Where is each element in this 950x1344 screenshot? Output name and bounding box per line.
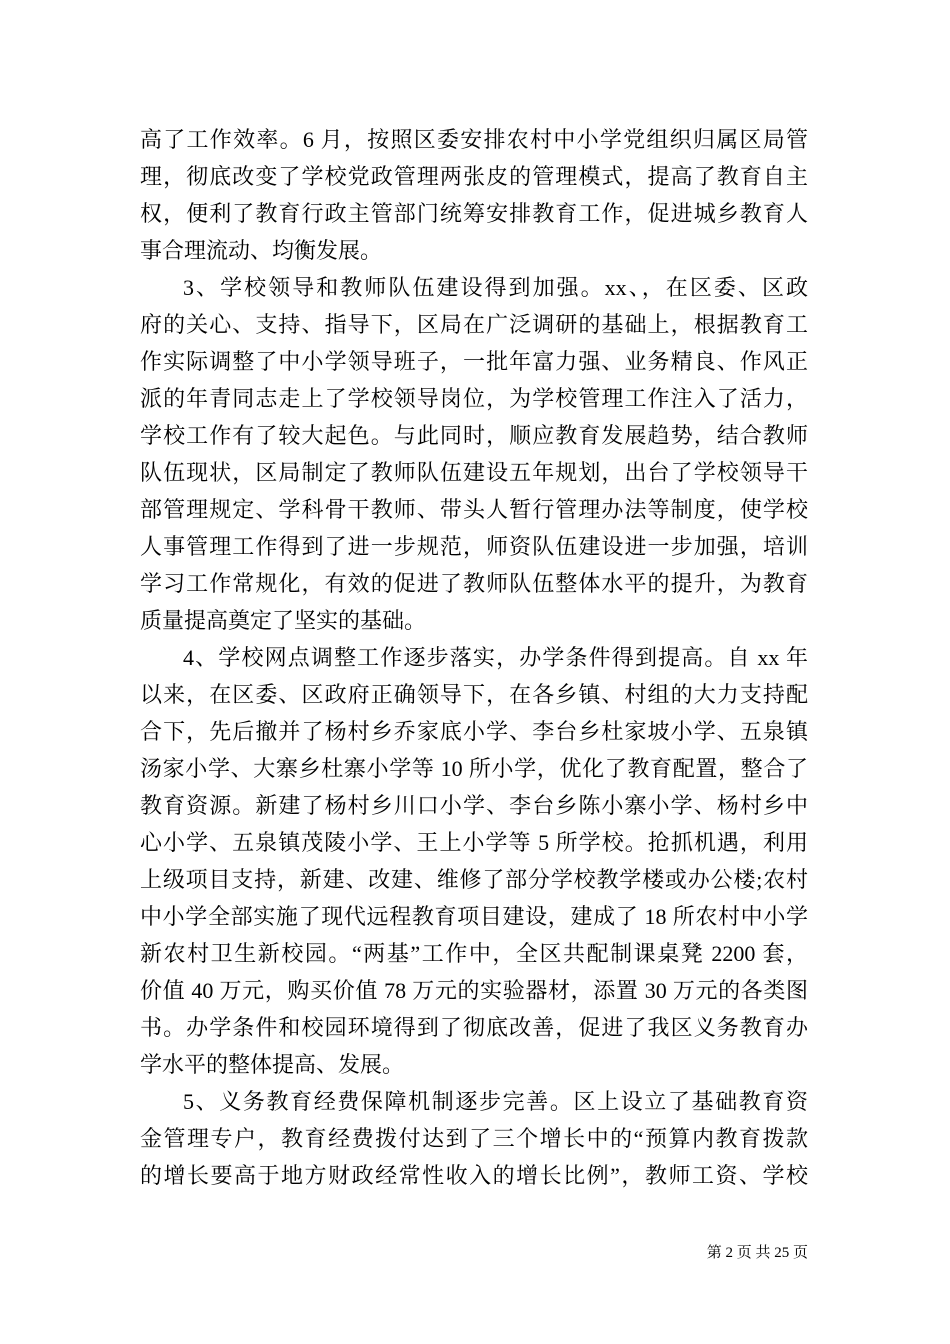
text-line: 部管理规定、学科骨干教师、带头人暂行管理办法等制度，使学校 bbox=[140, 497, 808, 522]
text-line: 汤家小学、大寨乡杜寨小学等 10 所小学，优化了教育配置，整合了 bbox=[140, 756, 808, 781]
text-line: 5、义务教育经费保障机制逐步完善。区上设立了基础教育资 bbox=[183, 1089, 808, 1114]
text-line: 书。办学条件和校园环境得到了彻底改善，促进了我区义务教育办 bbox=[140, 1015, 808, 1040]
text-line: 4、学校网点调整工作逐步落实，办学条件得到提高。自 xx 年 bbox=[183, 645, 808, 670]
document-body bbox=[140, 121, 808, 1194]
text-line: 中小学全部实施了现代远程教育项目建设，建成了 18 所农村中小学 bbox=[140, 904, 808, 929]
text-line: 权，便利了教育行政主管部门统筹安排教育工作，促进城乡教育人 bbox=[140, 201, 808, 226]
page-footer bbox=[140, 1242, 808, 1264]
paragraph bbox=[140, 639, 808, 1083]
text-line: 金管理专户，教育经费拨付达到了三个增长中的“预算内教育拨款 bbox=[140, 1126, 808, 1151]
text-line: 派的年青同志走上了学校领导岗位，为学校管理工作注入了活力， bbox=[140, 386, 808, 411]
text-line: 价值 40 万元，购买价值 78 万元的实验器材，添置 30 万元的各类图 bbox=[140, 978, 808, 1003]
text-line: 学校工作有了较大起色。与此同时，顺应教育发展趋势，结合教师 bbox=[140, 423, 808, 448]
text-line: 心小学、五泉镇茂陵小学、王上小学等 5 所学校。抢抓机遇，利用 bbox=[140, 830, 808, 855]
text-line: 队伍现状，区局制定了教师队伍建设五年规划，出台了学校领导干 bbox=[140, 460, 808, 485]
text-line: 质量提高奠定了坚实的基础。 bbox=[140, 608, 427, 633]
text-line: 作实际调整了中小学领导班子，一批年富力强、业务精良、作风正 bbox=[140, 349, 808, 374]
paragraph bbox=[140, 269, 808, 639]
page-number: 第 2 页 共 25 页 bbox=[706, 1245, 808, 1261]
text-line: 的增长要高于地方财政经常性收入的增长比例”，教师工资、学校 bbox=[140, 1163, 808, 1188]
text-line: 以来，在区委、区政府正确领导下，在各乡镇、村组的大力支持配 bbox=[140, 682, 808, 707]
text-line: 府的关心、支持、指导下，区局在广泛调研的基础上，根据教育工 bbox=[140, 312, 808, 337]
text-line: 学水平的整体提高、发展。 bbox=[140, 1052, 405, 1077]
text-line: 教育资源。新建了杨村乡川口小学、李台乡陈小寨小学、杨村乡中 bbox=[140, 793, 808, 818]
text-line: 合下，先后撤并了杨村乡乔家底小学、李台乡杜家坡小学、五泉镇 bbox=[140, 719, 808, 744]
text-line: 3、学校领导和教师队伍建设得到加强。xx、，在区委、区政 bbox=[183, 275, 808, 300]
paragraph bbox=[140, 1083, 808, 1194]
text-line: 事合理流动、均衡发展。 bbox=[140, 238, 383, 263]
paragraph bbox=[140, 121, 808, 269]
text-line: 理，彻底改变了学校党政管理两张皮的管理模式，提高了教育自主 bbox=[140, 164, 808, 189]
text-line: 上级项目支持，新建、改建、维修了部分学校教学楼或办公楼;农村 bbox=[140, 867, 808, 892]
text-line: 新农村卫生新校园。“两基”工作中，全区共配制课桌凳 2200 套， bbox=[140, 941, 808, 966]
text-line: 高了工作效率。6 月，按照区委安排农村中小学党组织归属区局管 bbox=[140, 127, 808, 152]
text-line: 学习工作常规化，有效的促进了教师队伍整体水平的提升，为教育 bbox=[140, 571, 808, 596]
text-line: 人事管理工作得到了进一步规范，师资队伍建设进一步加强，培训 bbox=[140, 534, 808, 559]
